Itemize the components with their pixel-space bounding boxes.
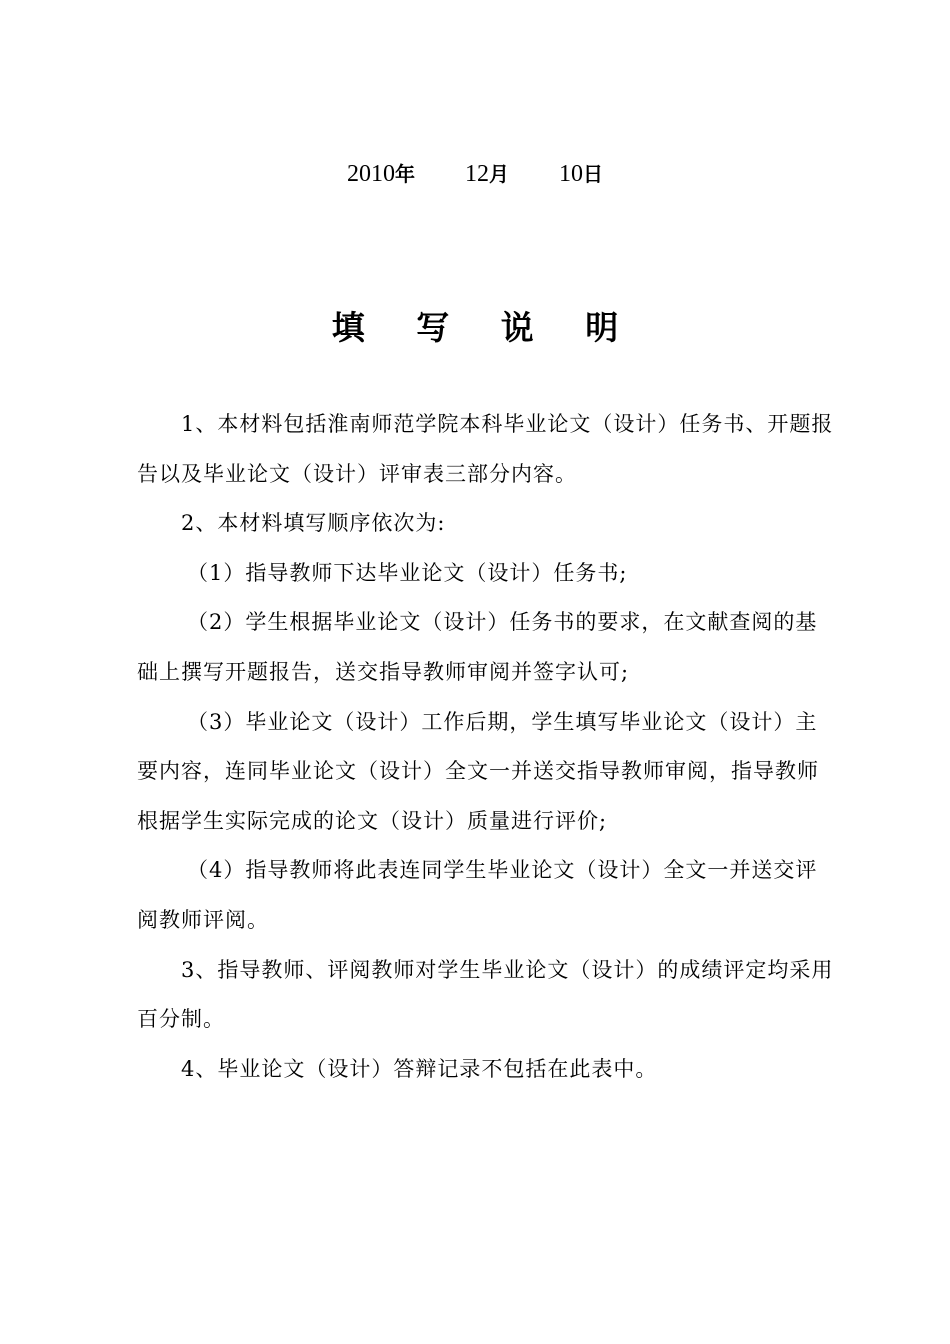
date-year: 2010: [347, 161, 395, 187]
date-year-unit: 年: [395, 164, 415, 186]
date-day: 10: [559, 161, 583, 187]
instruction-paragraph-2: 2、本材料填写顺序依次为:: [181, 511, 446, 536]
instruction-paragraph-step-4: （4）指导教师将此表连同学生毕业论文（设计）全文一并送交评阅教师评阅。: [137, 858, 818, 932]
page-title: 填 写 说 明: [331, 308, 639, 347]
instruction-paragraph-step-3: （3）毕业论文（设计）工作后期，学生填写毕业论文（设计）主要内容，连同毕业论文（设计）全文一并送交指导教师审阅，指导教师根据学生实际完成的论文（设计）质量进行评价;: [137, 709, 819, 833]
instruction-paragraph-3: 3、指导教师、评阅教师对学生毕业论文（设计）的成绩评定均采用百分制。: [137, 957, 834, 1032]
instruction-paragraph-4: 4、毕业论文（设计）答辩记录不包括在此表中。: [181, 1056, 658, 1081]
date-month-unit: 月: [489, 164, 509, 186]
date-day-unit: 日: [583, 164, 603, 186]
instruction-paragraph-step-1: （1）指导教师下达毕业论文（设计）任务书;: [187, 560, 628, 585]
instruction-paragraph-1: 1、本材料包括淮南师范学院本科毕业论文（设计）任务书、开题报告以及毕业论文（设计）评审表三部分内容。: [137, 412, 834, 486]
instructions-body: [137, 400, 837, 1094]
date-month: 12: [465, 161, 489, 187]
instruction-paragraph-step-2: （2）学生根据毕业论文（设计）任务书的要求，在文献查阅的基础上撰写开题报告，送交指导教师审阅并签字认可;: [137, 610, 818, 684]
date-line: [0, 158, 950, 188]
